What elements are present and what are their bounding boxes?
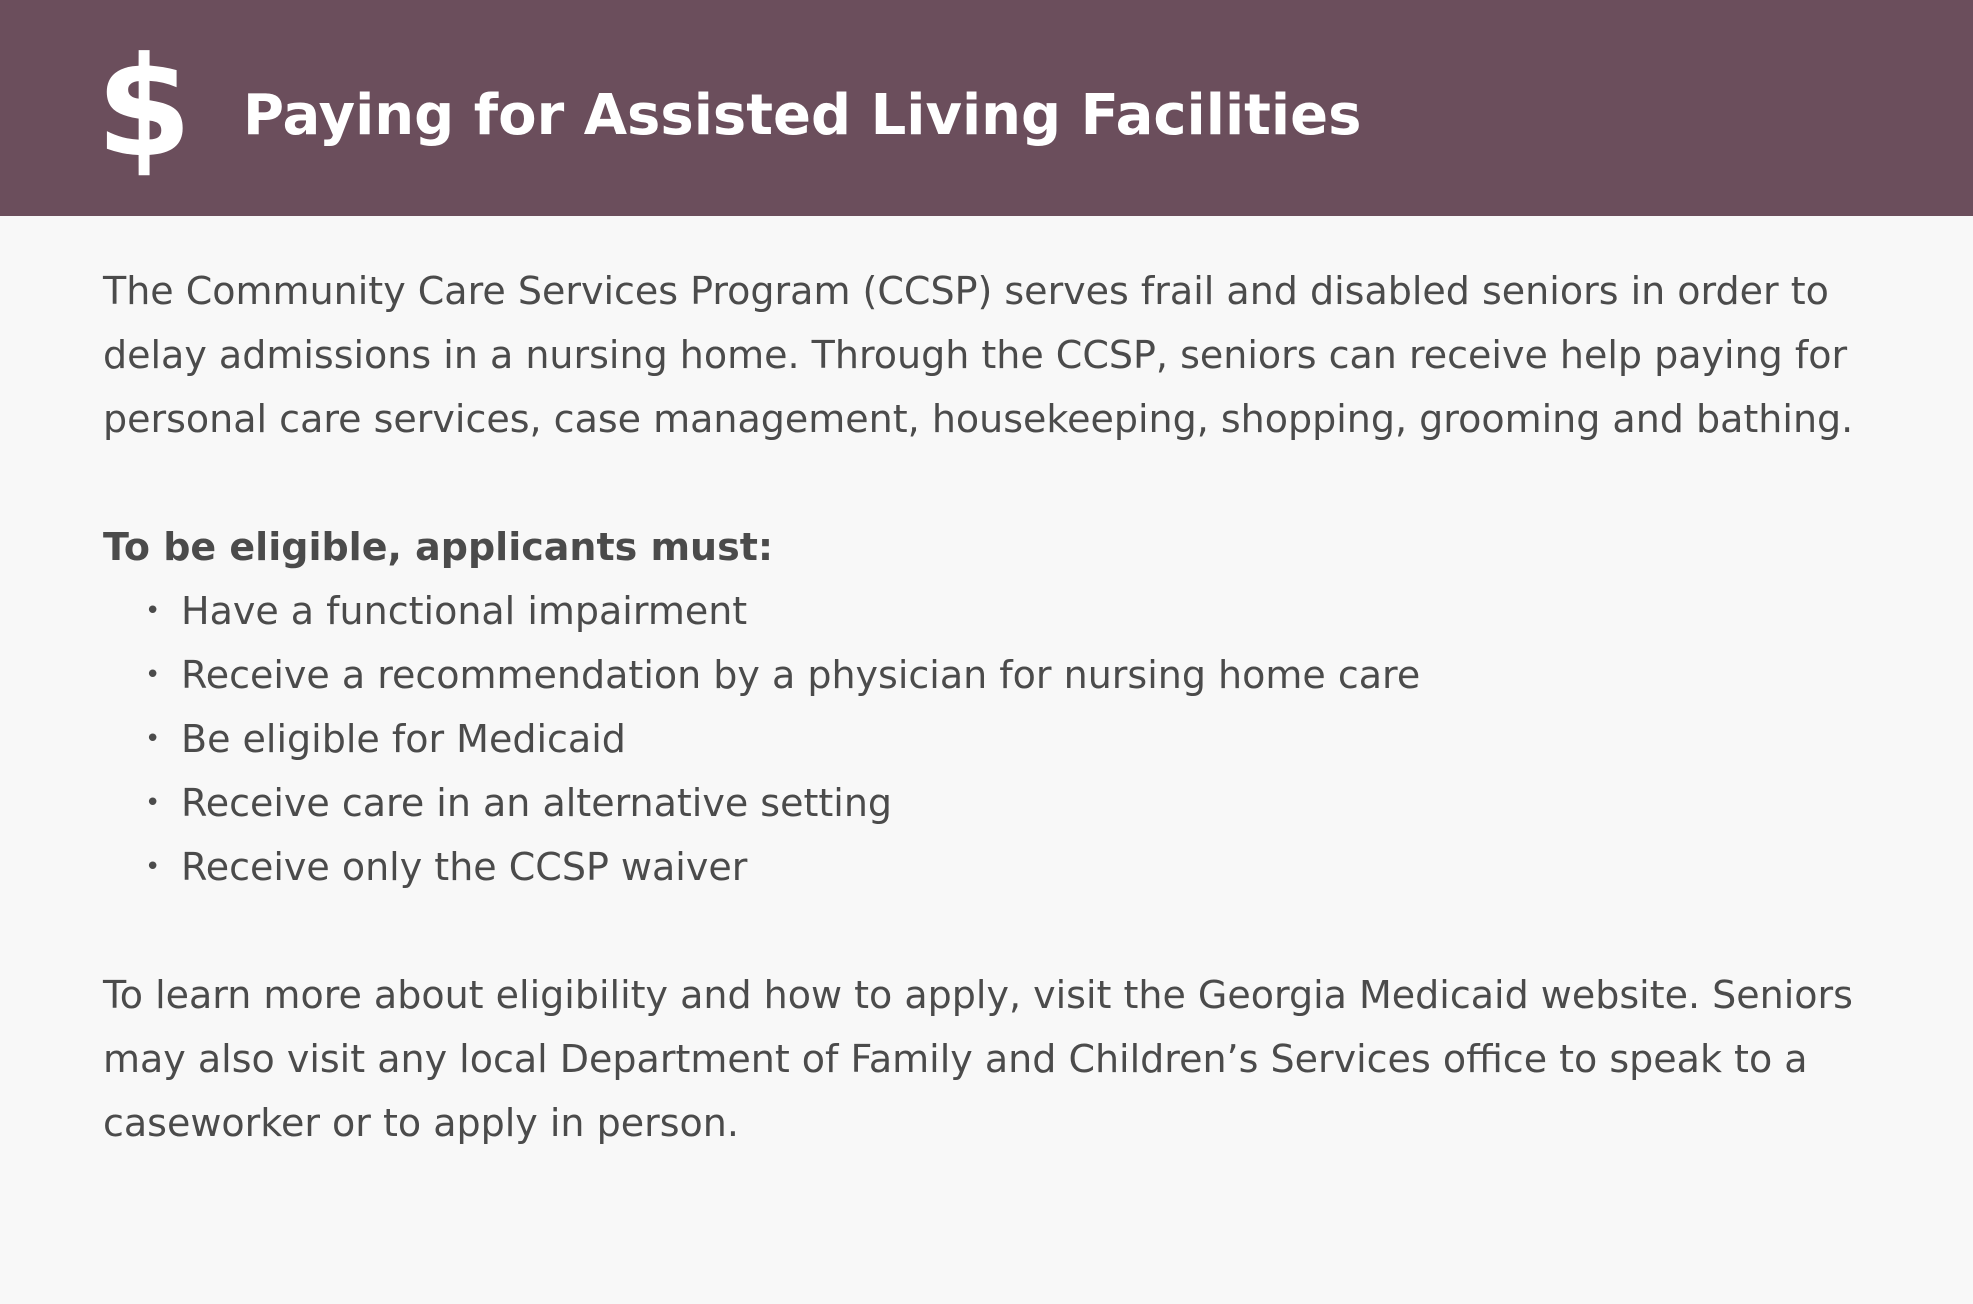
dollar-icon: $ <box>96 27 193 188</box>
list-item <box>145 771 1883 835</box>
header-banner <box>0 0 1973 216</box>
requirement-text: Receive care in an alternative setting <box>181 781 893 825</box>
requirement-text: Receive a recommendation by a physician for nursing home care <box>181 653 1421 697</box>
bullet-icon: • <box>145 660 161 690</box>
requirement-text: Receive only the CCSP waiver <box>181 845 748 889</box>
requirement-text: Have a functional impairment <box>181 589 748 633</box>
requirements-list <box>103 579 1883 899</box>
bullet-icon: • <box>145 596 161 626</box>
bullet-icon: • <box>145 852 161 882</box>
intro-paragraph: The Community Care Services Program (CCSP) serves frail and disabled seniors in order to delay admissions in a nursing home. Through the CCSP, seniors can receive help paying for personal care services, case management, housekeeping, shopping, grooming and bathing. <box>103 269 1854 441</box>
list-item <box>145 579 1883 643</box>
list-item <box>145 643 1883 707</box>
bullet-icon: • <box>145 724 161 754</box>
eligibility-heading: To be eligible, applicants must: <box>103 525 774 569</box>
outro-paragraph: To learn more about eligibility and how to apply, visit the Georgia Medicaid website. Seniors may also visit any local Department of Family and Children’s Services office to speak to a caseworker or to apply in person. <box>103 973 1853 1145</box>
list-item <box>145 707 1883 771</box>
page-title: Paying for Assisted Living Facilities <box>243 83 1362 148</box>
requirement-text: Be eligible for Medicaid <box>181 717 626 761</box>
main-content <box>103 259 1883 1155</box>
bullet-icon: • <box>145 788 161 818</box>
list-item <box>145 835 1883 899</box>
